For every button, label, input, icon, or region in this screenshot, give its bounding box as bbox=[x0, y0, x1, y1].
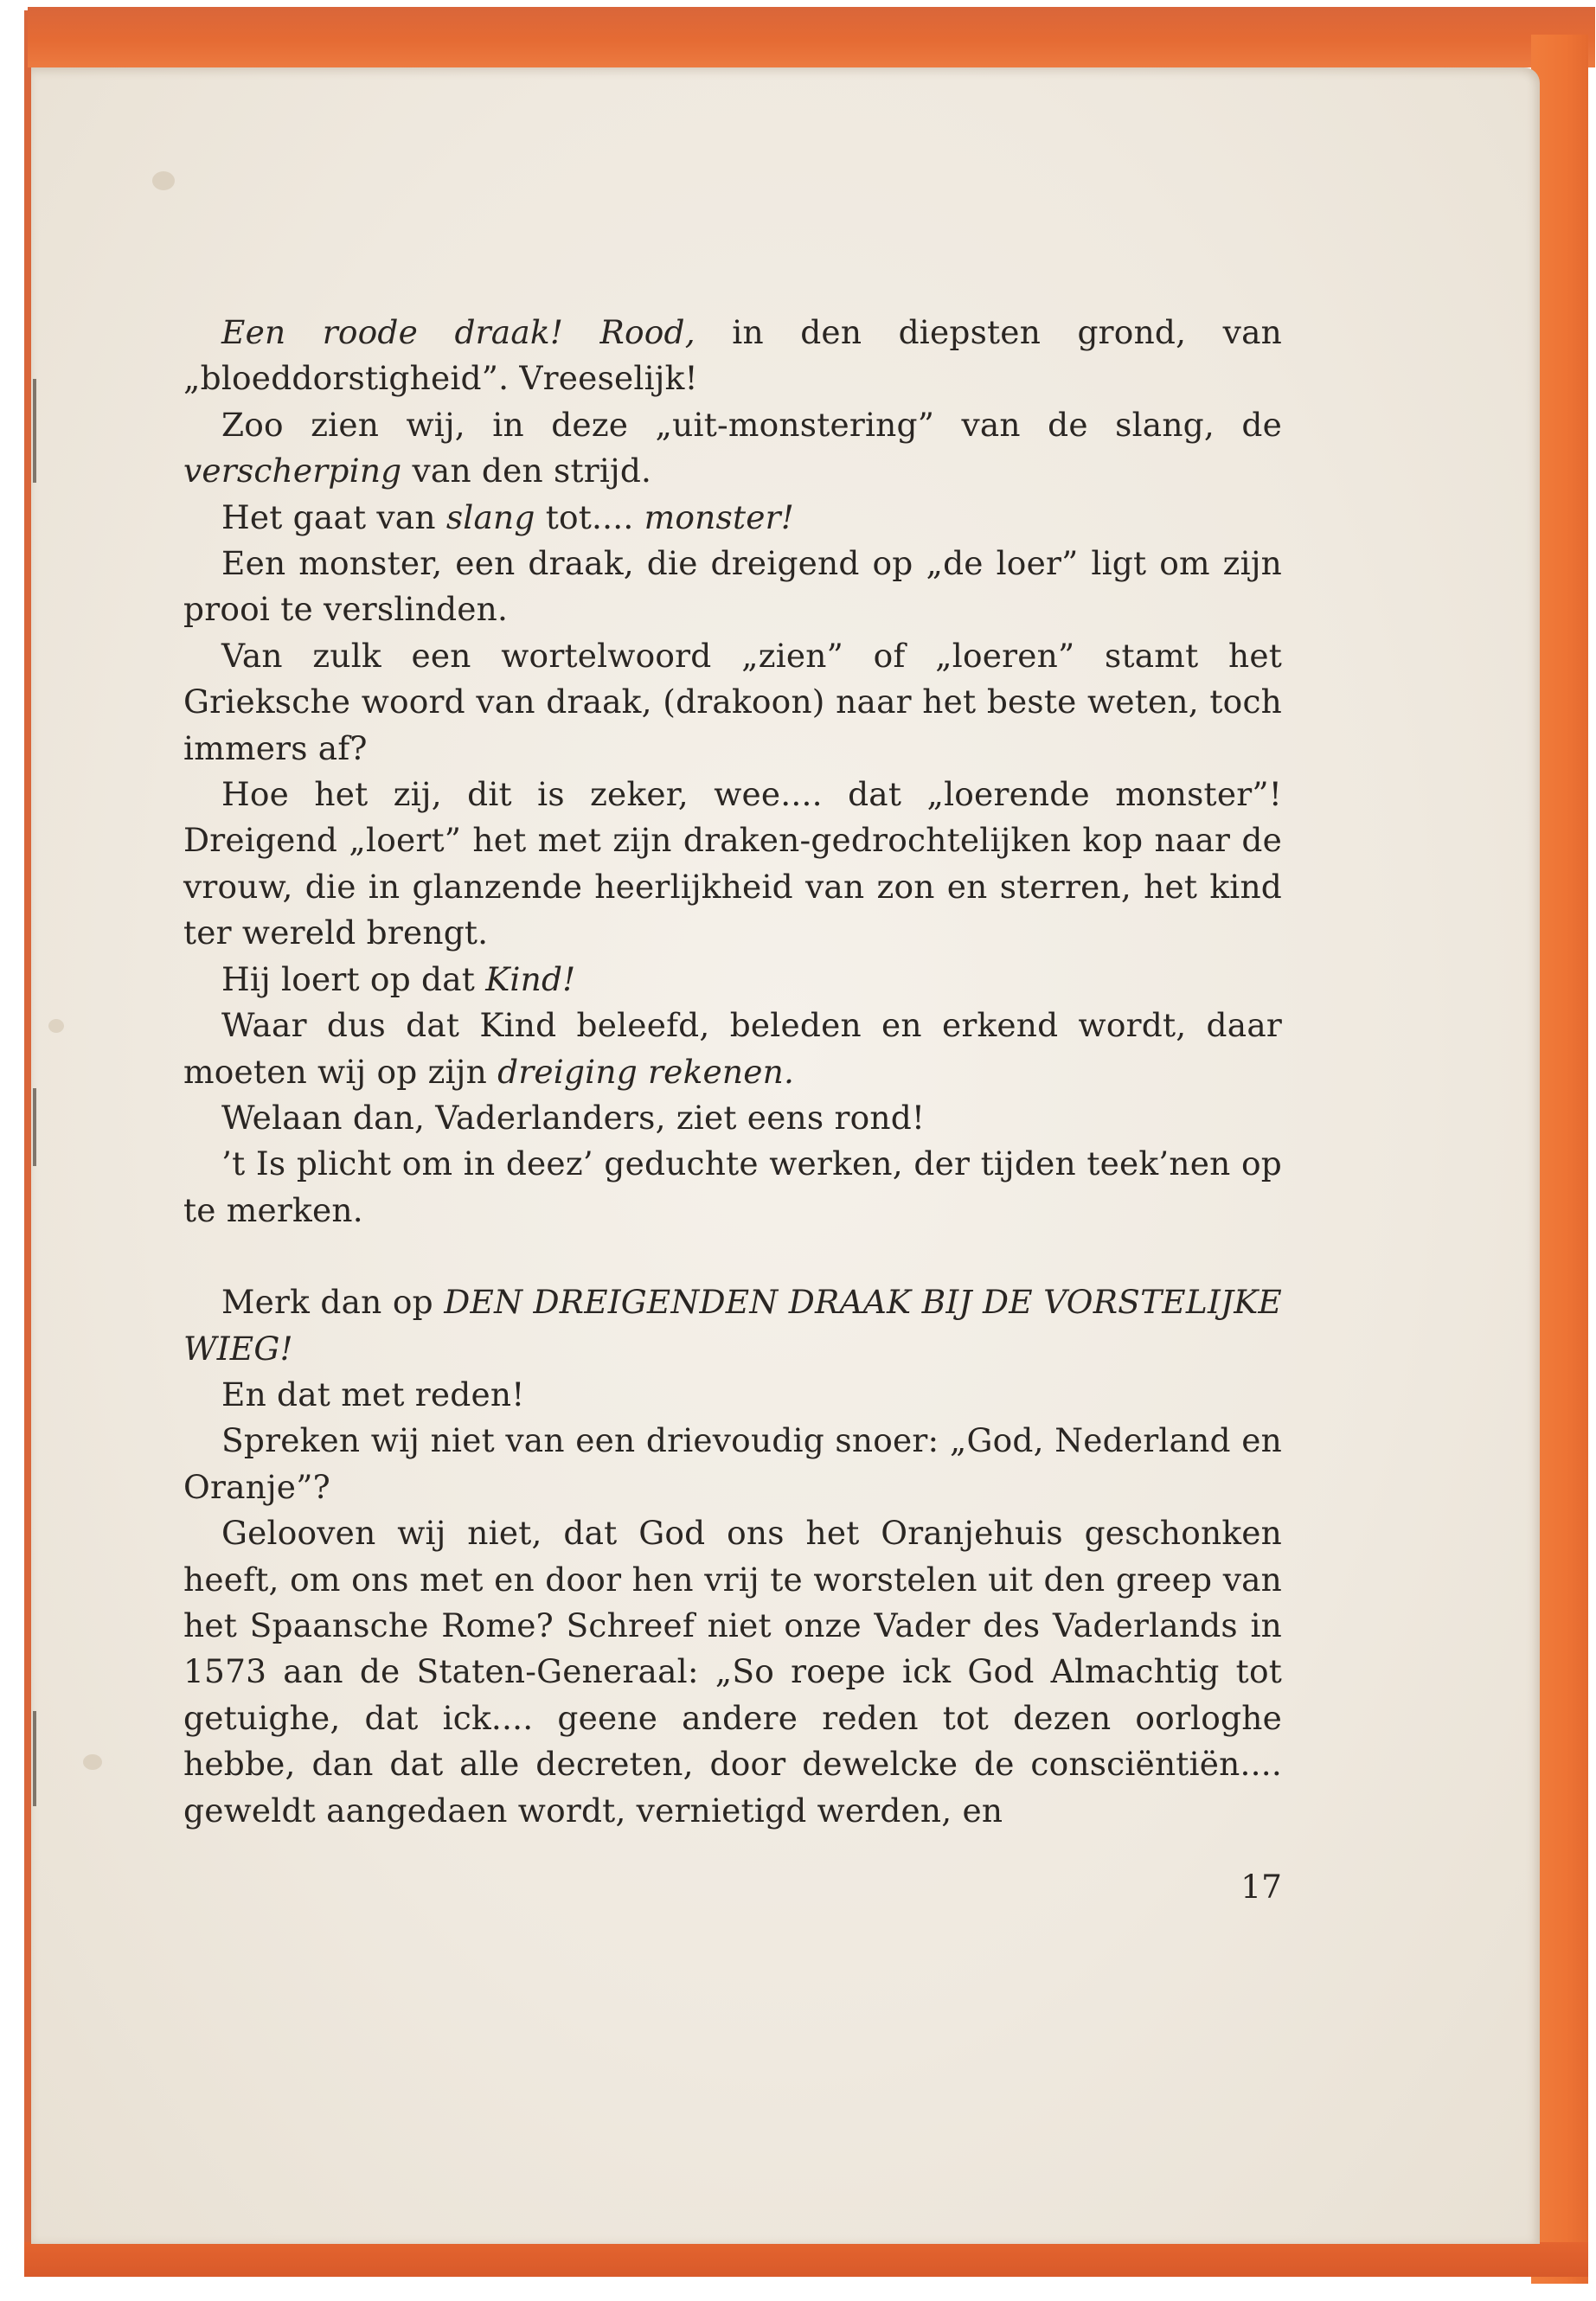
paragraph: Gelooven wij niet, dat God ons het Oranjehuis geschonken heeft, om ons met en door hen vrij te worstelen uit den greep van het Spaansche Rome? Schreef niet onze Vader des Vaderlands in 1573 aan de Staten-Generaal: „So roepe ick God Almachtig tot getuighe, dat ick.... geene andere reden tot dezen oorloghe hebbe, dan dat alle decreten, door dewelcke de consciëntiën.... geweldt aangedaen wordt, vernietigd werden, en bbox=[183, 1514, 1282, 1830]
paragraph: Hoe het zij, dit is zeker, wee.... dat „loerende monster”! Dreigend „loert” het met zijn draken-gedrochtelijken kop naar de vrouw, die in glanzende heerlijkheid van zon en sterren, het kind ter wereld brengt. bbox=[183, 775, 1282, 952]
binding-shadow bbox=[33, 1711, 36, 1806]
book-cover-edge-bottom bbox=[24, 2242, 1588, 2277]
italic-span: DEN DREIGENDEN DRAAK BIJ DE VORSTELIJKE WIEG! bbox=[183, 1283, 1282, 1368]
paper-stain bbox=[48, 1019, 64, 1033]
paragraph: Merk dan op DEN DREIGENDEN DRAAK BIJ DE VORSTELIJKE WIEG! bbox=[183, 1283, 1282, 1368]
italic-span: verscherping bbox=[183, 452, 402, 490]
paragraph: Welaan dan, Vaderlanders, ziet eens rond! bbox=[221, 1098, 926, 1137]
book-cover-edge-left bbox=[24, 10, 31, 2277]
paragraph: Een roode draak! Rood, in den diepsten grond, van „bloeddorstigheid”. Vreeselijk! bbox=[183, 313, 1282, 398]
italic-span: monster! bbox=[644, 497, 795, 536]
section-gap bbox=[183, 1234, 1282, 1279]
paragraph: Zoo zien wij, in deze „uit-monstering” van de slang, de verscherping van den strijd. bbox=[183, 405, 1282, 490]
paragraph: Een monster, een draak, die dreigend op „de loer” ligt om zijn prooi te verslinden. bbox=[183, 544, 1282, 629]
book-cover-edge-top bbox=[28, 7, 1595, 67]
paragraph: Het gaat van slang tot.... monster! bbox=[221, 497, 795, 536]
italic-span: dreiging rekenen. bbox=[497, 1052, 795, 1091]
binding-shadow bbox=[33, 379, 36, 483]
paragraph: En dat met reden! bbox=[221, 1375, 525, 1413]
paragraph: ’t Is plicht om in deez’ geduchte werken, der tijden teek’nen op te merken. bbox=[183, 1144, 1282, 1229]
italic-span: Kind! bbox=[485, 959, 576, 998]
paper-stain bbox=[152, 171, 175, 190]
binding-shadow bbox=[33, 1088, 36, 1166]
body-text bbox=[183, 310, 1282, 1834]
paper-stain bbox=[83, 1754, 102, 1770]
paragraph: Spreken wij niet van een drievoudig snoer: „God, Nederland en Oranje”? bbox=[183, 1421, 1282, 1506]
page-number: 17 bbox=[1240, 1868, 1282, 1906]
paragraph: Van zulk een wortelwoord „zien” of „loeren” stamt het Grieksche woord van draak, (drakoon) naar het beste weten, toch immers af? bbox=[183, 636, 1282, 767]
italic-span: Een roode draak! Rood, bbox=[221, 313, 695, 351]
paragraph: Waar dus dat Kind beleefd, beleden en erkend wordt, daar moeten wij op zijn dreiging rekenen. bbox=[183, 1006, 1282, 1091]
paragraph: Hij loert op dat Kind! bbox=[221, 959, 576, 998]
italic-span: slang bbox=[445, 497, 535, 536]
